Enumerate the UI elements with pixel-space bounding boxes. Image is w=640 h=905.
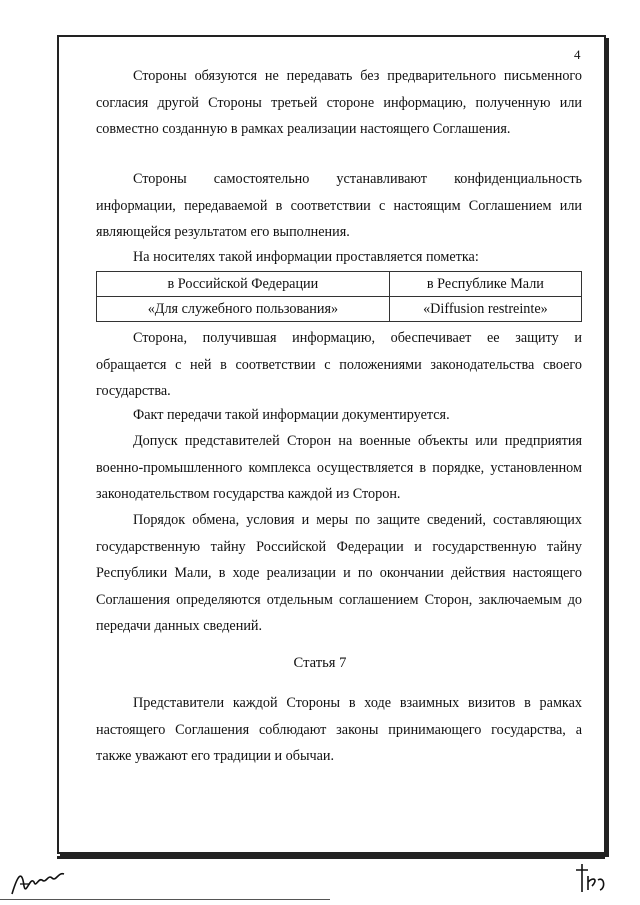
paragraph-7: Порядок обмена, условия и меры по защите сведений, составляющих государственную тайну Российской Федерации и государственную тайну Республики Мали, в ходе реализации и по окончании действия настоящего Соглашения определяются отдельным соглашением Сторон, заключаемым до передачи данных сведений. bbox=[96, 512, 582, 634]
paragraph-5: Факт передачи такой информации документируется. bbox=[133, 407, 450, 423]
paragraph-1: Стороны обязуются не передавать без предварительного письменного согласия другой Стороны третьей стороне информацию, полученную или совместно созданную в рамках реализации настоящего Соглашения. bbox=[96, 68, 582, 137]
signature-line bbox=[0, 899, 330, 900]
page-number: 4 bbox=[574, 47, 581, 62]
paragraph-2: Стороны самостоятельно устанавливают конфиденциальность информации, передаваемой в соответствии с настоящим Соглашением или являющейся результатом его выполнения. bbox=[96, 171, 582, 240]
paragraph-3: На носителях такой информации проставляется пометка: bbox=[133, 249, 479, 265]
signature-right-icon bbox=[570, 862, 610, 896]
paragraph-6: Допуск представителей Сторон на военные объекты или предприятия военно-промышленного комплекса осуществляется в порядке, установленном законодательством государства каждой из Сторон. bbox=[96, 433, 582, 502]
marking-table bbox=[96, 271, 582, 322]
table-cell: «Diffusion restreinte» bbox=[389, 297, 581, 322]
signature-left-icon bbox=[8, 864, 68, 900]
table-cell: «Для служебного пользования» bbox=[97, 297, 390, 322]
table-header-row bbox=[97, 272, 582, 297]
paragraph-4: Сторона, получившая информацию, обеспечивает ее защиту и обращается с ней в соответствии с положениями законодательства своего государства. bbox=[96, 330, 582, 399]
table-header-cell: в Российской Федерации bbox=[97, 272, 390, 297]
table-row bbox=[97, 297, 582, 322]
frame-bottom-rule bbox=[57, 856, 605, 859]
paragraph-8: Представители каждой Стороны в ходе взаимных визитов в рамках настоящего Соглашения соблюдают законы принимающего государства, а также уважают его традиции и обычаи. bbox=[96, 695, 582, 764]
table-header-cell: в Республике Мали bbox=[389, 272, 581, 297]
article-heading: Статья 7 bbox=[293, 655, 347, 671]
